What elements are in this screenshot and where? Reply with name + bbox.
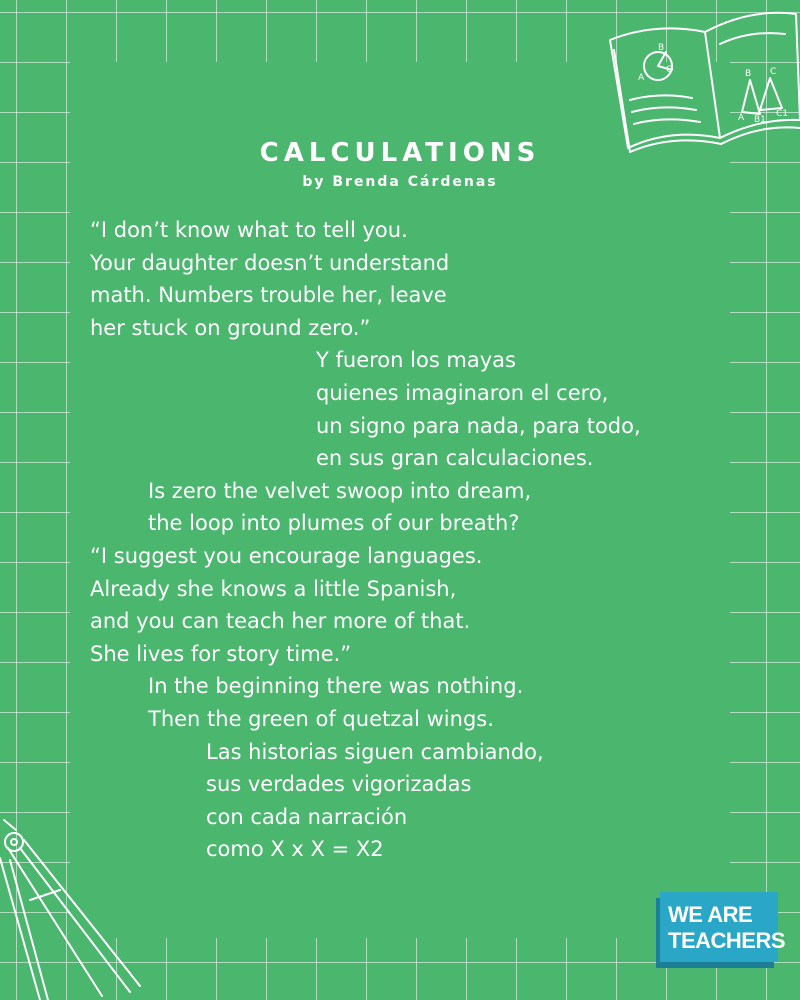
book-label: B <box>658 43 665 53</box>
poem-line: math. Numbers trouble her, leave <box>90 283 447 308</box>
poem-line: “I suggest you encourage languages. <box>90 543 483 568</box>
poem-line: Is zero the velvet swoop into dream, <box>148 478 532 503</box>
poem-title: CALCULATIONS <box>259 138 541 168</box>
poem-line: un signo para nada, para todo, <box>316 413 641 438</box>
poem-line: en sus gran calculaciones. <box>316 446 594 471</box>
poem-body <box>90 214 730 866</box>
poem-line: her stuck on ground zero.” <box>90 315 371 340</box>
poem-line: Already she knows a little Spanish, <box>90 576 457 601</box>
we-are-teachers-logo <box>656 892 786 968</box>
book-label: C <box>770 67 777 77</box>
poem-byline: by Brenda Cárdenas <box>302 174 498 190</box>
poem-line: She lives for story time.” <box>90 641 352 666</box>
poem-line: In the beginning there was nothing. <box>148 674 524 699</box>
logo-line-2: TEACHERS <box>668 928 786 953</box>
poem-line: quienes imaginaron el cero, <box>316 380 609 405</box>
poem-line: and you can teach her more of that. <box>90 609 471 634</box>
book-label: B1 <box>754 115 766 125</box>
poem-line: como X x X = X2 <box>206 837 384 862</box>
poem-line: con cada narración <box>206 804 408 829</box>
poem-line: Then the green of quetzal wings. <box>148 706 494 731</box>
book-label: A <box>638 73 645 83</box>
poem-line: sus verdades vigorizadas <box>206 772 472 797</box>
book-label: C1 <box>776 109 789 119</box>
book-label: O <box>666 65 674 75</box>
poem-line: “I don’t know what to tell you. <box>90 218 408 242</box>
poem-line: Las historias siguen cambiando, <box>206 739 544 764</box>
poem-line: the loop into plumes of our breath? <box>148 511 520 536</box>
book-label: A <box>738 113 745 123</box>
poem-line: Your daughter doesn’t understand <box>90 250 450 275</box>
book-label: B <box>745 69 752 79</box>
poem-line: Y fueron los mayas <box>316 348 516 373</box>
logo-line-1: WE ARE <box>668 902 753 927</box>
